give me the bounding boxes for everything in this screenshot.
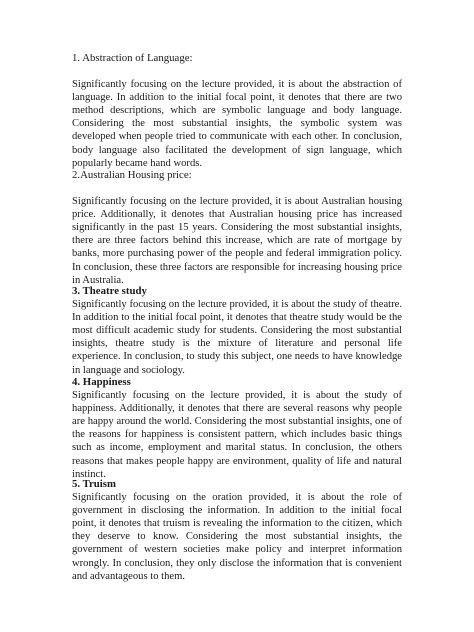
section-body: Significantly focusing on the oration provided, it is about the role of government in disclosing the information. In addition to the initial focal point, it denotes that truism is revealing the information to the citizen, which they deserve to know. Considering the most substantial insights, the government of western societies make policy and interpret information wrongly. In conclusion, they only disclose the information that is convenient and advantageous to them. — [72, 492, 402, 582]
section-body: Significantly focusing on the lecture provided, it is about the study of happiness. Additionally, it denotes that there are several reasons why people are happy around the world. Considering the most substantial insights, one of the reasons for happiness is consistent pattern, which includes basic things such as income, employment and marital status. In conclusion, the others reasons that makes people happy are environment, quality of life and natural instinct. — [72, 390, 402, 480]
section-heading: 5. Truism — [72, 478, 116, 490]
section-happiness — [72, 376, 402, 481]
section-truism — [72, 478, 402, 583]
section-body: Significantly focusing on the lecture provided, it is about Australian housing price. Additionally, it denotes that Australian housing price has increased significantly in the past 15 years. Considering the most substantial insights, there are three factors behind this increase, which are rate of mortgage by banks, more purchasing power of the people and federal immigration policy. In conclusion, these three factors are responsible for increasing housing price in Australia. — [72, 196, 402, 286]
section-heading: 3. Theatre study — [72, 285, 147, 297]
section-abstraction-of-language — [72, 52, 402, 170]
section-heading: 4. Happiness — [72, 376, 131, 388]
section-body: Significantly focusing on the lecture provided, it is about the abstraction of language. In addition to the initial focal point, it denotes that there are two method descriptions, which are symbolic language and body language. Considering the most substantial insights, the symbolic system was developed when people tried to communicate with each other. In conclusion, body language also facilitated the development of sign language, which popularly became hand words. — [72, 79, 402, 169]
section-australian-housing-price — [72, 169, 402, 287]
section-heading: 2.Australian Housing price: — [72, 169, 192, 181]
section-heading: 1. Abstraction of Language: — [72, 52, 193, 64]
section-theatre-study — [72, 285, 402, 377]
section-body: Significantly focusing on the lecture provided, it is about the study of theatre. In addition to the initial focal point, it denotes that theatre study would be the most difficult academic study for students. Considering the most substantial insights, theatre study is the mixture of literature and personal life experience. In conclusion, to study this subject, one needs to have knowledge in language and sociology. — [72, 299, 402, 376]
